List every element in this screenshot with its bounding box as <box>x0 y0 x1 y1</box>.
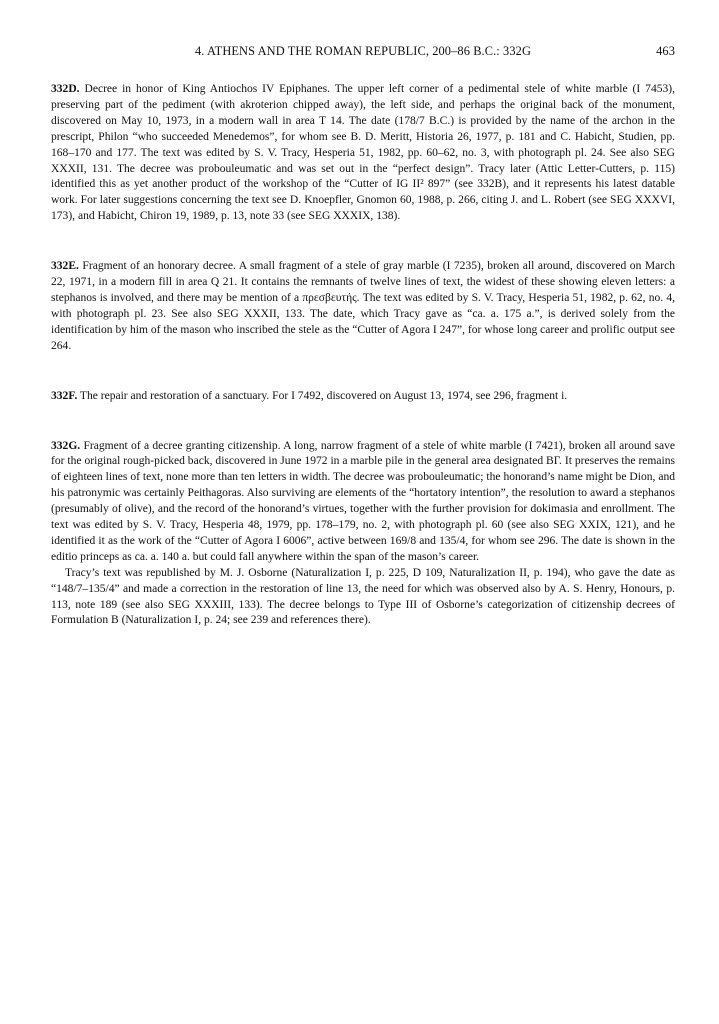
entry-paragraph <box>51 389 675 405</box>
entry-text: Fragment of an honorary decree. A small fragment of a stele of gray marble (I 7235), broken all around, discovered on March 22, 1971, in a modern fill in area Q 21. It contains the remnants of twelve lines of text, the widest of these showing eleven letters: a stephanos is involved, and there may be mention of a πρεσβευτής. The text was edited by S. V. Tracy, Hesperia 51, 1982, p. 62, no. 4, with photograph pl. 23. See also SEG XXXII, 133. The date, which Tracy gave as “ca. a. 175 a.”, is derived solely from the identification by him of the mason who inscribed the stele as the “Cutter of Agora I 247”, for whose long career and prolific output see 264. <box>51 260 675 352</box>
entry-paragraph <box>51 259 675 354</box>
entry-continuation: Tracy’s text was republished by M. J. Osborne (Naturalization I, p. 225, D 109, Naturalization II, p. 194), who gave the date as “148/7–135/4” and made a correction in the restoration of line 13, the need for which was observed also by A. S. Henry, Honours, p. 113, note 189 (see also SEG XXXIII, 133). The decree belongs to Type III of Osborne’s categorization of citizenship decrees of Formulation B (Naturalization I, p. 24; see 239 and references there). <box>51 566 675 627</box>
entry-text: Fragment of a decree granting citizenship. A long, narrow fragment of a stele of white marble (I 7421), broken all around save for the original rough-picked back, discovered in June 1972 in a marble pile in the general area designated BΓ. It preserves the remains of eighteen lines of text, none more than ten letters in width. The decree was probouleumatic; the honorand’s name might be Dion, and his patronymic was certainly Peithagoras. Also surviving are elements of the “hortatory intention”, the resolution to award a stephanos (presumably of olive), and the record of the honorand’s virtues, together with the further provision for dokimasia and enrollment. The text was edited by S. V. Tracy, Hesperia 48, 1979, pp. 178–179, no. 2, with photograph pl. 60 (see also SEG XXIX, 121), and he identified it as the work of the “Cutter of Agora I 6006”, active between 169/8 and 135/4, for whom see 296. The date is shown in the editio princeps as ca. a. 140 a. but could fall anywhere within the span of the mason’s career. <box>51 439 675 563</box>
entry-332g <box>51 439 675 630</box>
entry-id: 332G. <box>51 439 81 452</box>
entry-332d <box>51 82 675 225</box>
entry-332e <box>51 259 675 354</box>
document-page <box>51 44 675 629</box>
entry-paragraph <box>51 439 675 566</box>
entry-text: Decree in honor of King Antiochos IV Epiphanes. The upper left corner of a pedimental stele of white marble (I 7453), preserving part of the pediment (with akroterion chipped away), the left side, and perhaps the original back of the monument, discovered on May 10, 1973, in a modern wall in area T 14. The date (178/7 B.C.) is provided by the name of the archon in the prescript, Philon “who succeeded Menedemos”, for whom see B. D. Meritt, Historia 26, 1977, p. 181 and C. Habicht, Studien, pp. 168–170 and 177. The text was edited by S. V. Tracy, Hesperia 51, 1982, pp. 60–62, no. 3, with photograph pl. 24. See also SEG XXXII, 131. The decree was probouleumatic and was set out in the “perfect design”. Tracy later (Attic Letter-Cutters, p. 115) identified this as yet another product of the workshop of the “Cutter of IG II² 897” (see 332B), and it represents his latest datable work. For later suggestions concerning the text see D. Knoepfler, Gnomon 60, 1988, p. 266, citing J. and L. Robert (see SEG XXXVI, 173), and Habicht, Chiron 19, 1989, p. 13, note 33 (see SEG XXXIX, 138). <box>51 83 676 223</box>
entry-id: 332D. <box>51 83 80 95</box>
page-number: 463 <box>656 44 675 58</box>
running-title: 4. ATHENS AND THE ROMAN REPUBLIC, 200–86 B.C.: 332G <box>194 44 531 58</box>
running-head <box>51 44 675 64</box>
entry-id: 332E. <box>51 260 79 273</box>
entry-paragraph <box>51 82 675 225</box>
entry-332f <box>51 389 675 405</box>
entry-id: 332F. <box>51 389 78 402</box>
entry-text: The repair and restoration of a sanctuary. For I 7492, discovered on August 13, 1974, see 296, fragment i. <box>79 389 568 402</box>
